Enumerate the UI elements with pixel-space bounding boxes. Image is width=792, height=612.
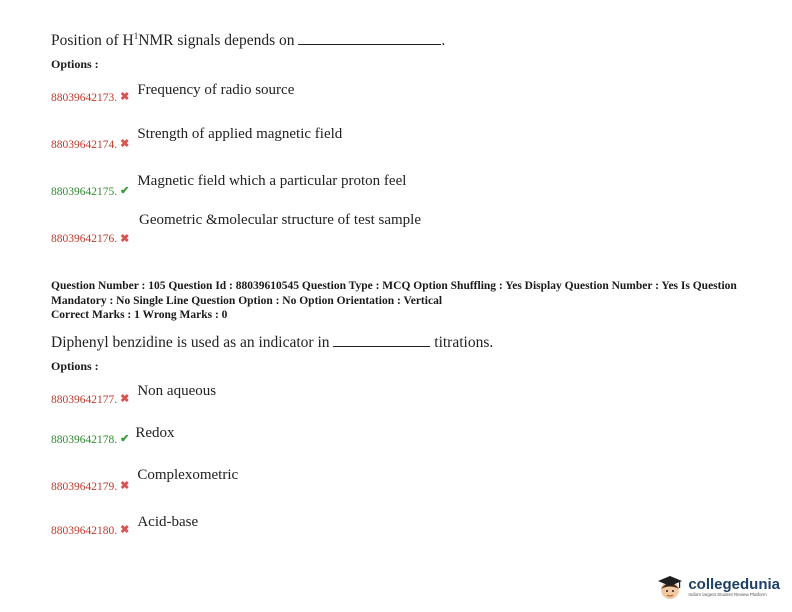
check-icon: ✔	[120, 185, 130, 197]
question-2-marks: Correct Marks : 1 Wrong Marks : 0	[51, 309, 228, 321]
option-text: Redox	[135, 425, 175, 441]
option-id: 88039642178.	[51, 434, 118, 446]
logo-brand: collegedunia	[688, 575, 780, 593]
question-1-options-label: Options :	[51, 57, 99, 71]
question-1-text-end: .	[441, 32, 446, 50]
option-row[interactable]	[51, 424, 175, 446]
option-row[interactable]	[51, 513, 199, 537]
cross-icon: ✖	[120, 233, 130, 245]
cross-icon: ✖	[120, 91, 130, 103]
option-text: Geometric &molecular structure of test sample	[139, 212, 421, 228]
collegedunia-logo	[655, 572, 780, 602]
cross-icon: ✖	[120, 138, 130, 150]
question-1-text	[51, 31, 445, 50]
question-2-text-before: Diphenyl benzidine is used as an indicator in	[51, 334, 330, 351]
question-1-blank	[298, 33, 441, 45]
question-2-meta-text: Question Number : 105 Question Id : 88039610545 Question Type : MCQ Option Shuffling : Yes Display Question Number : Yes Is Question Mandatory : No Single Line Question Option : No Option Orientation : Vertical	[51, 280, 737, 307]
option-row[interactable]	[51, 229, 129, 247]
question-1-text-before: Position of H	[51, 32, 134, 50]
question-1-text-after: NMR signals depends on	[138, 32, 295, 50]
cross-icon: ✖	[120, 524, 130, 536]
question-2-text	[51, 334, 493, 352]
option-row[interactable]	[51, 466, 239, 493]
option-row[interactable]	[51, 172, 407, 198]
question-2-options-label: Options :	[51, 359, 99, 373]
cross-icon: ✖	[120, 480, 130, 492]
check-icon: ✔	[120, 433, 130, 445]
option-text: Magnetic field which a particular proton feel	[137, 173, 407, 189]
logo-text	[688, 577, 780, 598]
question-1-superscript: 1	[133, 31, 139, 41]
question-2-blank	[333, 335, 430, 347]
option-id: 88039642173.	[51, 92, 118, 104]
option-text: Frequency of radio source	[137, 82, 295, 98]
option-row[interactable]	[51, 125, 343, 151]
option-row[interactable]	[51, 382, 217, 406]
option-id: 88039642174.	[51, 139, 118, 151]
option-text: Strength of applied magnetic field	[137, 126, 343, 142]
logo-tagline: India's largest Student Review Platform	[688, 591, 767, 597]
option-id: 88039642175.	[51, 186, 118, 198]
cross-icon: ✖	[120, 393, 130, 405]
question-2-meta	[51, 279, 751, 323]
graduate-mascot-icon	[655, 572, 685, 602]
option-id: 88039642176.	[51, 233, 118, 245]
option-text: Non aqueous	[137, 383, 217, 399]
question-2-text-after: titrations.	[434, 334, 494, 351]
option-row[interactable]	[51, 81, 295, 104]
option-text: Acid-base	[137, 514, 199, 530]
option-id: 88039642177.	[51, 394, 118, 406]
option-id: 88039642180.	[51, 525, 118, 537]
option-text: Complexometric	[137, 467, 239, 483]
option-id: 88039642179.	[51, 481, 118, 493]
